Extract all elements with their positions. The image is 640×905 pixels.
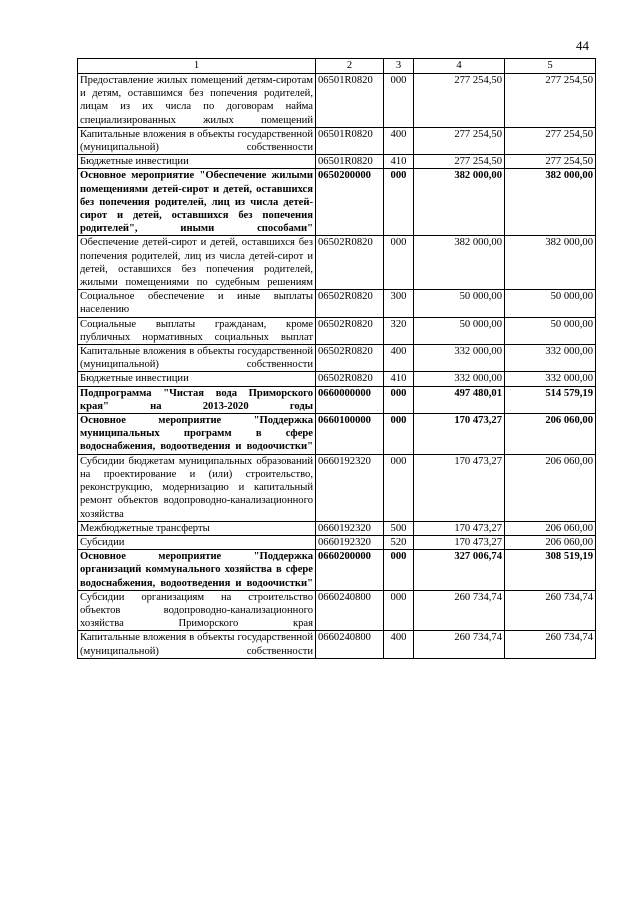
row-amount-1: 260 734,74 [414, 631, 505, 658]
row-name: Основное мероприятие "Поддержка муниципальных программ в сфере водоснабжения, водоотведения и водоочистки" [78, 414, 316, 455]
row-name: Основное мероприятие "Обеспечение жилыми помещениями детей-сирот и детей, оставшихся без попечения родителей, лиц из числа детей-сирот и детей, оставшихся без попечения родителей", иными способами" [78, 169, 316, 236]
row-amount-1: 170 473,27 [414, 414, 505, 455]
row-name: Капитальные вложения в объекты государственной (муниципальной) собственности [78, 631, 316, 658]
row-amount-1: 277 254,50 [414, 127, 505, 154]
column-header: 2 [316, 59, 384, 74]
row-amount-2: 206 060,00 [505, 521, 596, 535]
row-amount-1: 260 734,74 [414, 590, 505, 631]
table-row [78, 317, 596, 344]
row-type: 400 [384, 345, 414, 372]
row-name: Субсидии [78, 535, 316, 549]
row-type: 320 [384, 317, 414, 344]
row-amount-2: 332 000,00 [505, 372, 596, 386]
row-amount-1: 277 254,50 [414, 74, 505, 128]
row-amount-2: 382 000,00 [505, 236, 596, 290]
row-amount-1: 332 000,00 [414, 345, 505, 372]
row-code: 06501R0820 [316, 127, 384, 154]
row-amount-2: 206 060,00 [505, 414, 596, 455]
row-name: Подпрограмма "Чистая вода Приморского края" на 2013-2020 годы [78, 386, 316, 413]
row-amount-2: 260 734,74 [505, 590, 596, 631]
row-name: Социальное обеспечение и иные выплаты населению [78, 290, 316, 317]
row-type: 000 [384, 550, 414, 591]
row-code: 06502R0820 [316, 372, 384, 386]
table-row [78, 414, 596, 455]
row-amount-1: 497 480,01 [414, 386, 505, 413]
row-amount-2: 277 254,50 [505, 74, 596, 128]
table-row [78, 236, 596, 290]
row-code: 0660240800 [316, 631, 384, 658]
table-row [78, 155, 596, 169]
row-code: 06502R0820 [316, 236, 384, 290]
row-name: Капитальные вложения в объекты государственной (муниципальной) собственности [78, 345, 316, 372]
row-type: 000 [384, 386, 414, 413]
row-amount-2: 514 579,19 [505, 386, 596, 413]
row-amount-1: 332 000,00 [414, 372, 505, 386]
row-amount-1: 50 000,00 [414, 290, 505, 317]
table-row [78, 386, 596, 413]
row-amount-1: 170 473,27 [414, 535, 505, 549]
row-amount-2: 260 734,74 [505, 631, 596, 658]
table-row [78, 631, 596, 658]
table-row [78, 372, 596, 386]
row-name: Капитальные вложения в объекты государственной (муниципальной) собственности [78, 127, 316, 154]
row-name: Основное мероприятие "Поддержка организаций коммунального хозяйства в сфере водоснабжения, водоотведения и водоочистки" [78, 550, 316, 591]
row-type: 000 [384, 590, 414, 631]
column-header: 3 [384, 59, 414, 74]
table-row [78, 345, 596, 372]
row-name: Предоставление жилых помещений детям-сиротам и детям, оставшимся без попечения родителей, лицам из их числа по договорам найма специализированных жилых помещений [78, 74, 316, 128]
row-code: 06502R0820 [316, 317, 384, 344]
row-name: Субсидии организациям на строительство объектов водопроводно-канализационного хозяйства Приморского края [78, 590, 316, 631]
row-code: 0650200000 [316, 169, 384, 236]
row-type: 400 [384, 127, 414, 154]
row-code: 06501R0820 [316, 155, 384, 169]
row-code: 06502R0820 [316, 345, 384, 372]
row-name: Субсидии бюджетам муниципальных образований на проектирование и (или) строительство, реконструкцию, модернизацию и капитальный ремонт объектов водопроводно-канализационного хозяйства [78, 454, 316, 521]
row-code: 0660192320 [316, 521, 384, 535]
row-amount-1: 382 000,00 [414, 236, 505, 290]
row-type: 500 [384, 521, 414, 535]
row-amount-2: 277 254,50 [505, 127, 596, 154]
table-row [78, 521, 596, 535]
table-row [78, 535, 596, 549]
table-header-row [78, 59, 596, 74]
row-name: Социальные выплаты гражданам, кроме публичных нормативных социальных выплат [78, 317, 316, 344]
row-amount-2: 382 000,00 [505, 169, 596, 236]
column-header: 1 [78, 59, 316, 74]
table-row [78, 590, 596, 631]
row-amount-2: 50 000,00 [505, 317, 596, 344]
row-code: 0660192320 [316, 535, 384, 549]
row-amount-1: 170 473,27 [414, 521, 505, 535]
row-type: 000 [384, 236, 414, 290]
row-code: 06502R0820 [316, 290, 384, 317]
row-type: 000 [384, 169, 414, 236]
row-amount-1: 382 000,00 [414, 169, 505, 236]
budget-table [77, 58, 596, 659]
column-header: 5 [505, 59, 596, 74]
row-type: 300 [384, 290, 414, 317]
row-type: 400 [384, 631, 414, 658]
row-amount-2: 50 000,00 [505, 290, 596, 317]
row-amount-2: 206 060,00 [505, 454, 596, 521]
row-name: Межбюджетные трансферты [78, 521, 316, 535]
row-name: Бюджетные инвестиции [78, 372, 316, 386]
table-row [78, 74, 596, 128]
row-amount-2: 206 060,00 [505, 535, 596, 549]
row-type: 410 [384, 155, 414, 169]
row-name: Обеспечение детей-сирот и детей, оставшихся без попечения родителей, лиц из числа детей-сирот и детей, оставшихся без попечения родителей, жилыми помещениями по судебным решениям [78, 236, 316, 290]
row-name: Бюджетные инвестиции [78, 155, 316, 169]
row-amount-2: 308 519,19 [505, 550, 596, 591]
row-amount-2: 277 254,50 [505, 155, 596, 169]
row-type: 410 [384, 372, 414, 386]
row-code: 0660100000 [316, 414, 384, 455]
row-type: 000 [384, 74, 414, 128]
table-row [78, 127, 596, 154]
row-code: 0660192320 [316, 454, 384, 521]
row-amount-1: 170 473,27 [414, 454, 505, 521]
table-row [78, 454, 596, 521]
table-row [78, 169, 596, 236]
row-type: 000 [384, 414, 414, 455]
row-code: 0660000000 [316, 386, 384, 413]
row-type: 000 [384, 454, 414, 521]
row-amount-2: 332 000,00 [505, 345, 596, 372]
row-code: 0660200000 [316, 550, 384, 591]
table-row [78, 550, 596, 591]
table-row [78, 290, 596, 317]
row-code: 0660240800 [316, 590, 384, 631]
row-amount-1: 327 006,74 [414, 550, 505, 591]
column-header: 4 [414, 59, 505, 74]
page-number: 44 [576, 38, 589, 53]
row-amount-1: 50 000,00 [414, 317, 505, 344]
row-type: 520 [384, 535, 414, 549]
row-amount-1: 277 254,50 [414, 155, 505, 169]
row-code: 06501R0820 [316, 74, 384, 128]
